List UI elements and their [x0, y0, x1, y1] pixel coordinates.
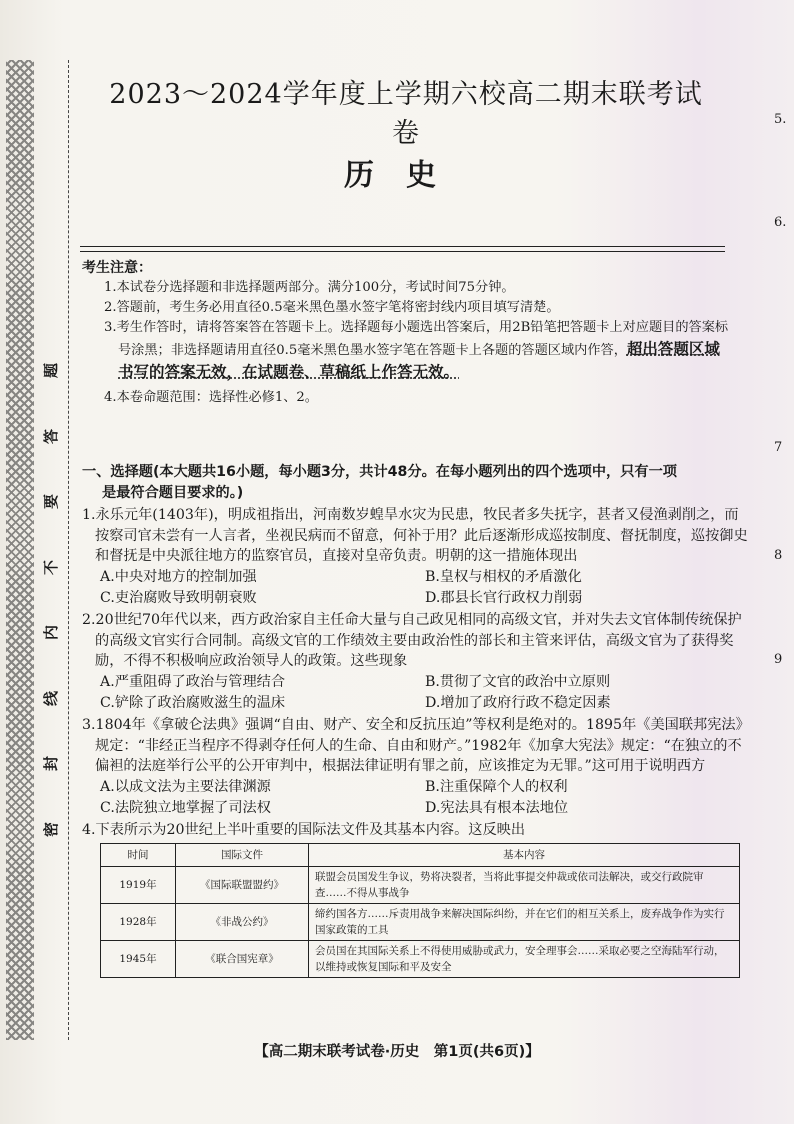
question-stem: 2.20世纪70年代以来，西方政治家自主任命大量与自己政见相同的高级文官，并对失去文官体制传统保护的高级文官实行合同制。高级文官的工作绩效主要由政治性的部长和主管来评估，高级文官为了获得奖励，不得不积极响应政治领导人的政策。这些现象 — [82, 612, 742, 670]
option-a: A.以成文法为主要法律渊源 — [100, 778, 271, 795]
notice-emphasis: 超出答题区域书写的答案无效，在试题卷、草稿纸上作答无效。 — [118, 340, 720, 381]
table-cell: 缔约国各方……斥责用战争来解决国际纠纷，并在它们的相互关系上，废弃战争作为实行国家政策的工具 — [309, 903, 740, 940]
table-cell: 《国际联盟盟约》 — [176, 866, 309, 903]
question-1 — [82, 505, 750, 608]
notice-item — [104, 318, 732, 384]
seal-char: 不 — [42, 559, 61, 575]
seal-char: 要 — [42, 494, 61, 510]
table-row — [101, 940, 740, 977]
table-cell: 1928年 — [101, 903, 176, 940]
option-d: D.郡县长官行政权力削弱 — [425, 589, 583, 606]
question-stem: 4.下表所示为20世纪上半叶重要的国际法文件及其基本内容。这反映出 — [82, 822, 526, 839]
section-heading — [82, 462, 750, 503]
option-b: B.注重保障个人的权利 — [425, 778, 568, 795]
subject-title: 历史 — [344, 158, 468, 193]
notice-item: 1.本试卷分选择题和非选择题两部分。满分100分，考试时间75分钟。 — [104, 280, 515, 295]
question-stem: 3.1804年《拿破仑法典》强调“自由、财产、安全和反抗压迫”等权利是绝对的。1895年《美国联邦宪法》规定：“非经正当程序不得剥夺任何人的生命、自由和财产。”1982年《加拿大宪法》规定：“在独立的不偏袒的法庭举行公平的公开审判中，根据法律证明有罪之前，应该推定为无罪。”这可用于说明西方 — [82, 717, 750, 775]
page-footer: 【高二期末联考试卷·历史 第1页(共6页)】 — [254, 1044, 540, 1060]
notice-item: 2.答题前，考生务必用直径0.5毫米黑色墨水签字笔将密封线内项目填写清楚。 — [104, 300, 560, 315]
question-3 — [82, 715, 750, 818]
table-cell: 会员国在其国际关系上不得使用威胁或武力，安全理事会……采取必要之空海陆军行动，以维持或恢复国际和平及安全 — [309, 940, 740, 977]
seal-char: 密 — [42, 821, 61, 837]
right-margin-number: 7 — [774, 440, 783, 455]
option-d: D.宪法具有根本法地位 — [425, 799, 569, 816]
right-margin-number: 8 — [774, 548, 783, 563]
question-section — [82, 462, 750, 978]
right-margin-fragments — [770, 0, 794, 1124]
table-cell: 《非战公约》 — [176, 903, 309, 940]
table-header-row — [101, 843, 740, 866]
seal-char: 答 — [42, 428, 61, 444]
table-cell: 1945年 — [101, 940, 176, 977]
option-d: D.增加了政府行政不稳定因素 — [425, 694, 611, 711]
table-row — [101, 866, 740, 903]
option-a: A.中央对地方的控制加强 — [100, 568, 257, 585]
question-options — [82, 777, 750, 818]
table-cell: 联盟会员国发生争议，势将决裂者，当将此事提交仲裁或依司法解决，或交行政院审查……不得从事战争 — [309, 866, 740, 903]
seal-char: 题 — [42, 362, 61, 379]
right-margin-number: 6. — [774, 215, 787, 230]
question-options — [82, 567, 750, 608]
table-header: 国际文件 — [176, 843, 309, 866]
right-margin-number: 9 — [774, 652, 783, 667]
right-margin-number: 5. — [774, 112, 787, 127]
option-c: C.铲除了政治腐败滋生的温床 — [100, 694, 286, 711]
section-heading-line: 一、选择题(本大题共16小题，每小题3分，共计48分。在每小题列出的四个选项中，只有一项 — [82, 464, 677, 480]
seal-char: 封 — [42, 756, 61, 772]
table-row — [101, 903, 740, 940]
table-header: 基本内容 — [309, 843, 740, 866]
document-table — [100, 843, 740, 978]
seal-char: 线 — [42, 690, 61, 706]
option-b: B.贯彻了文官的政治中立原则 — [425, 673, 611, 690]
option-c: C.法院独立地掌握了司法权 — [100, 799, 271, 816]
table-header: 时间 — [101, 843, 176, 866]
binding-edge — [6, 60, 34, 1040]
notice-item: 4.本卷命题范围：选择性必修1、2。 — [104, 390, 318, 405]
question-stem: 1.永乐元年(1403年)，明成祖指出，河南数岁蝗旱水灾为民患，牧民者多失抚字，甚者又侵渔剥削之，而按察司官未尝有一人言者，坐视民病而不留意，何补于用？此后逐渐形成巡按制度、督抚制度，巡按御史和督抚是中央派往地方的监察官员，直接对皇帝负责。明朝的这一措施体现出 — [82, 507, 748, 565]
seal-char: 内 — [42, 625, 61, 641]
option-c: C.吏治腐败导致明朝衰败 — [100, 589, 257, 606]
option-a: A.严重阻碍了政治与管理结合 — [100, 673, 286, 690]
option-b: B.皇权与相权的矛盾激化 — [425, 568, 582, 585]
notice-item-text: 3.考生作答时，请将答案答在答题卡上。选择题每小题选出答案后，用2B铅笔把答题卡上对应题目的答案标号涂黑；非选择题请用直径0.5毫米黑色墨水签字笔在答题卡上各题的答题区域内作答， — [104, 320, 729, 358]
notice-heading: 考生注意： — [82, 260, 152, 276]
header-rule — [80, 246, 725, 252]
question-options — [82, 672, 750, 713]
seal-line — [68, 60, 69, 1040]
exam-notice — [82, 258, 732, 408]
question-4 — [82, 820, 750, 841]
exam-title: 2023～2024学年度上学期六校高二期末联考试卷 — [109, 79, 703, 149]
table-cell: 1919年 — [101, 866, 176, 903]
question-2 — [82, 610, 750, 713]
section-heading-line: 是最符合题目要求的。) — [102, 484, 244, 501]
table-cell: 《联合国宪章》 — [176, 940, 309, 977]
seal-text-column — [38, 360, 64, 840]
